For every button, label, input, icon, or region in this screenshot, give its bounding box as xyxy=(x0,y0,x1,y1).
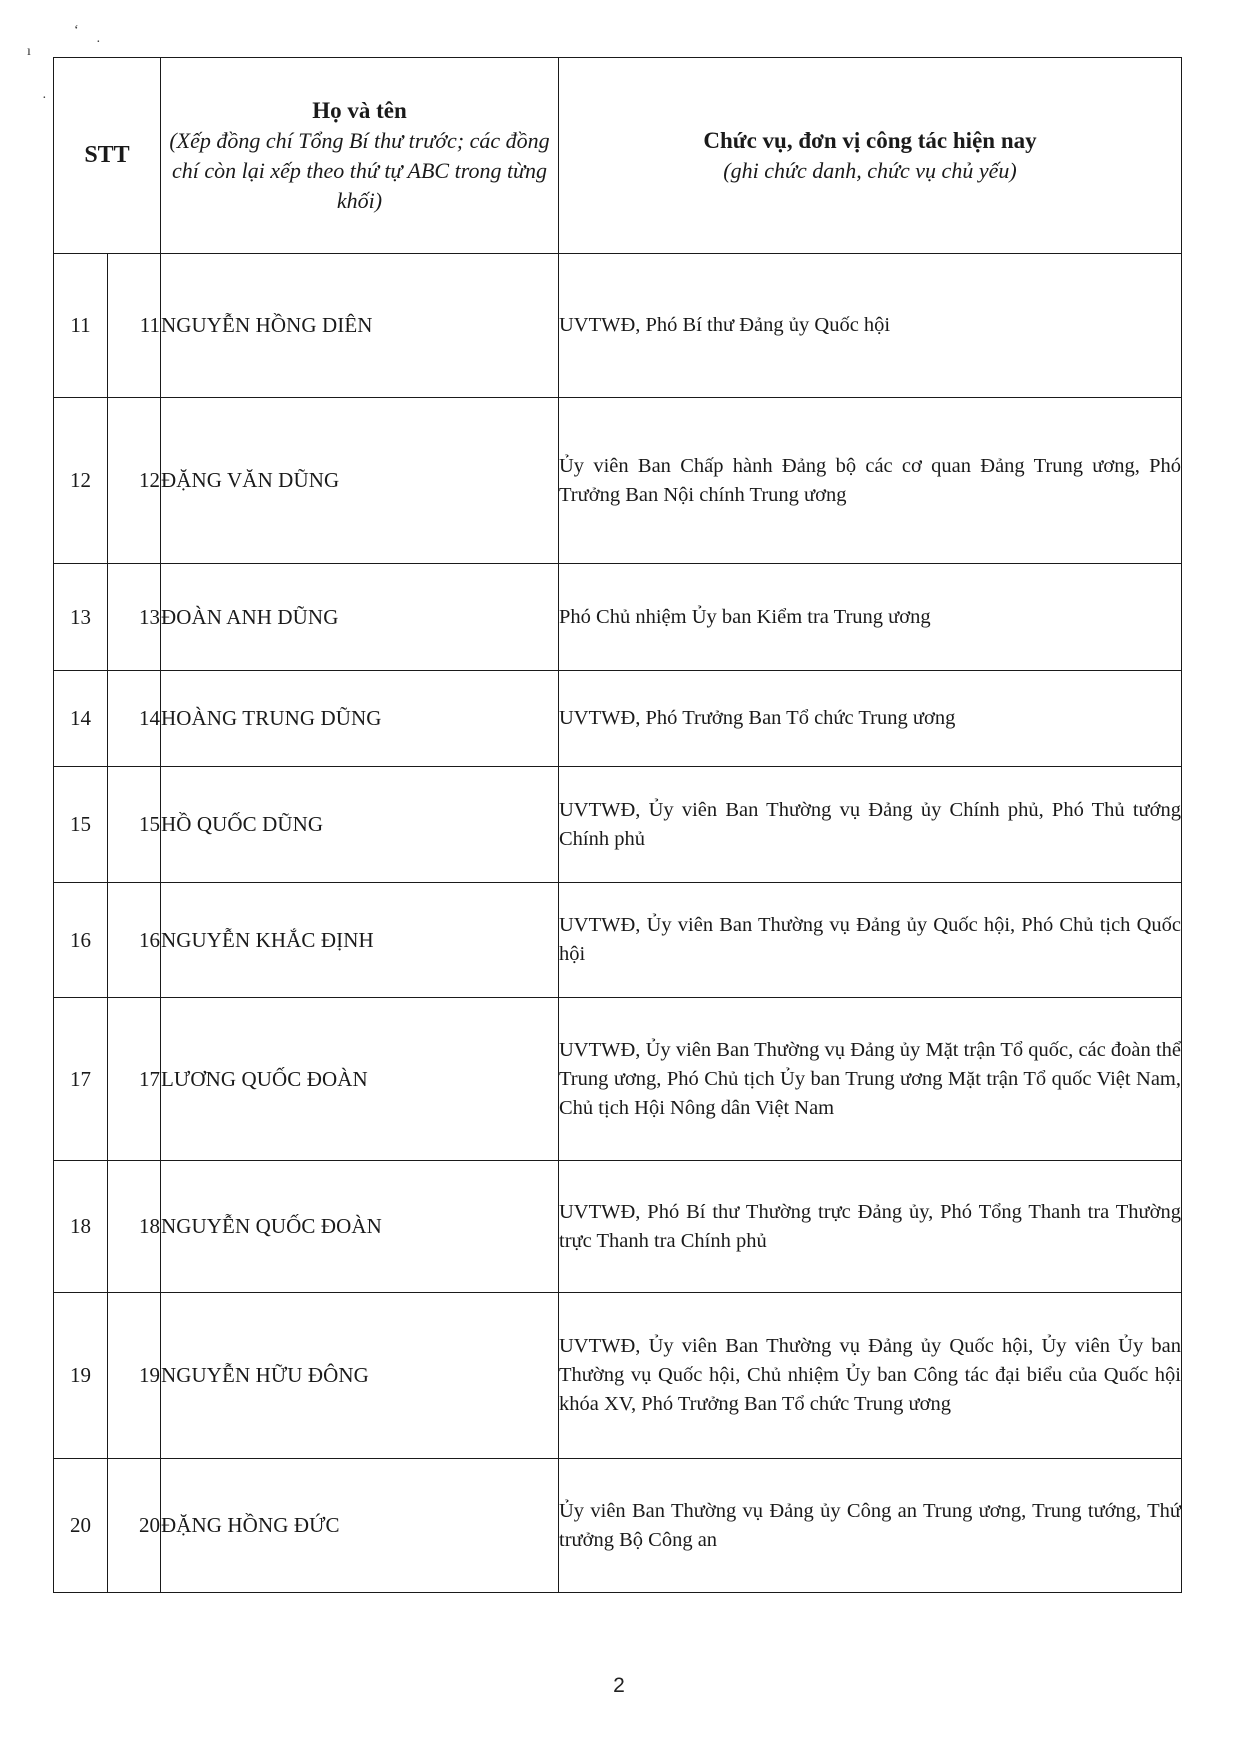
table-row xyxy=(54,998,1182,1161)
row-role: UVTWĐ, Ủy viên Ban Thường vụ Đảng ủy Chính phủ, Phó Thủ tướng Chính phủ xyxy=(559,767,1182,883)
row-role: UVTWĐ, Phó Bí thư Thường trực Đảng ủy, Phó Tổng Thanh tra Thường trực Thanh tra Chính phủ xyxy=(559,1161,1182,1293)
table-row xyxy=(54,671,1182,767)
row-name: NGUYỄN KHẮC ĐỊNH xyxy=(161,883,559,998)
row-role: Ủy viên Ban Chấp hành Đảng bộ các cơ quan Đảng Trung ương, Phó Trưởng Ban Nội chính Trung ương xyxy=(559,398,1182,564)
scan-mark: · xyxy=(42,91,47,106)
row-stt-group: 11 xyxy=(108,254,161,398)
row-name: NGUYỄN QUỐC ĐOÀN xyxy=(161,1161,559,1293)
row-name: LƯƠNG QUỐC ĐOÀN xyxy=(161,998,559,1161)
scan-mark: ‘ xyxy=(74,23,79,38)
row-stt-group: 14 xyxy=(108,671,161,767)
row-role: UVTWĐ, Phó Trưởng Ban Tổ chức Trung ương xyxy=(559,671,1182,767)
row-stt: 11 xyxy=(54,254,108,398)
row-stt: 20 xyxy=(54,1459,108,1593)
row-stt: 13 xyxy=(54,564,108,671)
table-header-row xyxy=(54,58,1182,254)
row-stt: 19 xyxy=(54,1293,108,1459)
row-role: UVTWĐ, Ủy viên Ban Thường vụ Đảng ủy Quốc hội, Phó Chủ tịch Quốc hội xyxy=(559,883,1182,998)
row-stt-group: 18 xyxy=(108,1161,161,1293)
table-row xyxy=(54,1459,1182,1593)
row-stt-group: 16 xyxy=(108,883,161,998)
row-stt: 17 xyxy=(54,998,108,1161)
row-role: UVTWĐ, Ủy viên Ban Thường vụ Đảng ủy Quốc hội, Ủy viên Ủy ban Thường vụ Quốc hội, Chủ nhiệm Ủy ban Công tác đại biểu của Quốc hội khóa XV, Phó Trưởng Ban Tổ chức Trung ương xyxy=(559,1293,1182,1459)
header-stt: STT xyxy=(54,58,161,254)
page-number: 2 xyxy=(613,1674,625,1697)
row-name: NGUYỄN HỮU ĐÔNG xyxy=(161,1293,559,1459)
row-name: NGUYỄN HỒNG DIÊN xyxy=(161,254,559,398)
row-stt: 18 xyxy=(54,1161,108,1293)
row-stt-group: 12 xyxy=(108,398,161,564)
row-stt-group: 13 xyxy=(108,564,161,671)
header-role xyxy=(559,58,1182,254)
row-name: ĐOÀN ANH DŨNG xyxy=(161,564,559,671)
table-row xyxy=(54,564,1182,671)
row-stt-group: 15 xyxy=(108,767,161,883)
row-stt-group: 19 xyxy=(108,1293,161,1459)
header-role-title: Chức vụ, đơn vị công tác hiện nay xyxy=(703,127,1037,153)
row-stt-group: 17 xyxy=(108,998,161,1161)
header-name-note: (Xếp đồng chí Tổng Bí thư trước; các đồng chí còn lại xếp theo thứ tự ABC trong từng khối) xyxy=(169,127,550,213)
header-role-note: (ghi chức danh, chức vụ chủ yếu) xyxy=(723,157,1017,183)
row-name: HỒ QUỐC DŨNG xyxy=(161,767,559,883)
scan-mark: · xyxy=(96,35,101,50)
table-row xyxy=(54,254,1182,398)
scan-mark: ı xyxy=(27,44,31,59)
row-name: HOÀNG TRUNG DŨNG xyxy=(161,671,559,767)
row-role: UVTWĐ, Ủy viên Ban Thường vụ Đảng ủy Mặt trận Tổ quốc, các đoàn thể Trung ương, Phó Chủ tịch Ủy ban Trung ương Mặt trận Tổ quốc Việt Nam, Chủ tịch Hội Nông dân Việt Nam xyxy=(559,998,1182,1161)
personnel-table xyxy=(53,57,1182,1593)
row-stt: 12 xyxy=(54,398,108,564)
table-row xyxy=(54,767,1182,883)
header-name-title: Họ và tên xyxy=(312,97,407,123)
table-row xyxy=(54,1293,1182,1459)
row-stt-group: 20 xyxy=(108,1459,161,1593)
table-row xyxy=(54,398,1182,564)
row-stt: 14 xyxy=(54,671,108,767)
row-role: Ủy viên Ban Thường vụ Đảng ủy Công an Trung ương, Trung tướng, Thứ trưởng Bộ Công an xyxy=(559,1459,1182,1593)
row-role: Phó Chủ nhiệm Ủy ban Kiểm tra Trung ương xyxy=(559,564,1182,671)
row-role: UVTWĐ, Phó Bí thư Đảng ủy Quốc hội xyxy=(559,254,1182,398)
table-row xyxy=(54,883,1182,998)
row-name: ĐẶNG VĂN DŨNG xyxy=(161,398,559,564)
header-name xyxy=(161,58,559,254)
row-stt: 15 xyxy=(54,767,108,883)
row-name: ĐẶNG HỒNG ĐỨC xyxy=(161,1459,559,1593)
row-stt: 16 xyxy=(54,883,108,998)
table-row xyxy=(54,1161,1182,1293)
